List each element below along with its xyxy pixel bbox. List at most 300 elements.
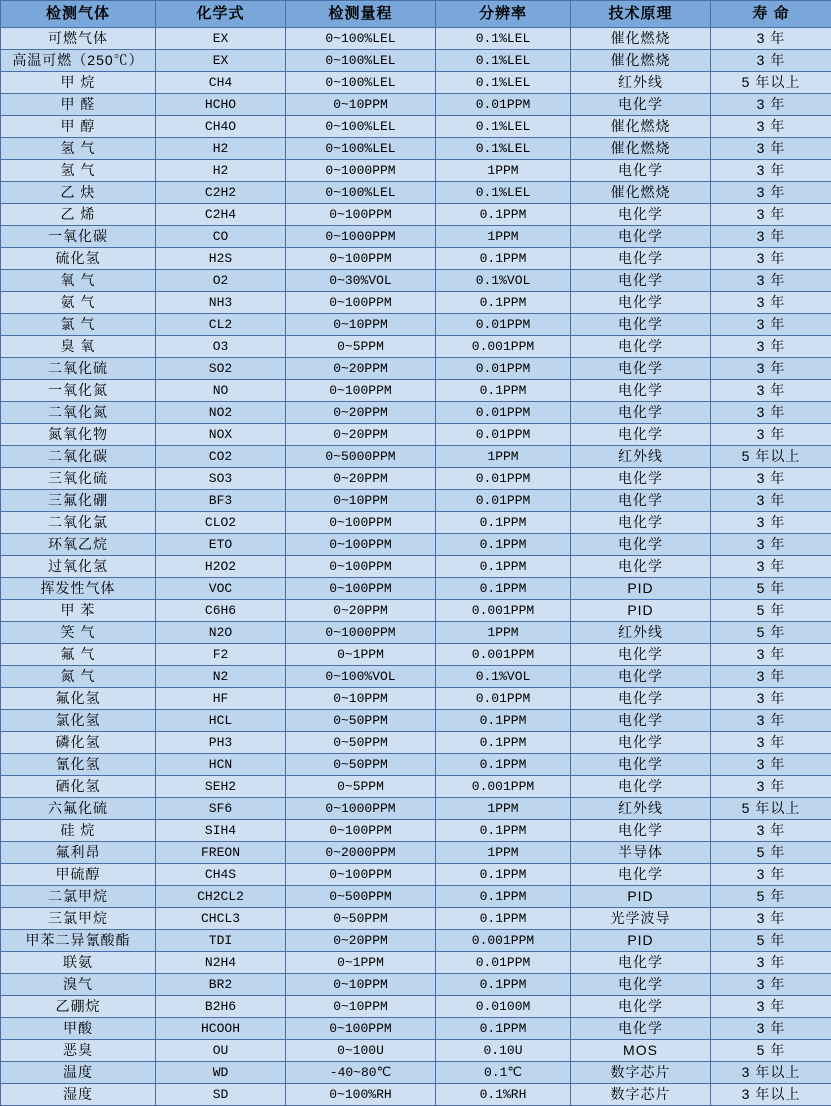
cell-formula: NH3 <box>156 292 286 314</box>
cell-principle: 电化学 <box>571 1018 711 1040</box>
cell-gas: 溴气 <box>1 974 156 996</box>
cell-resolution: 0.0100M <box>436 996 571 1018</box>
cell-principle: 电化学 <box>571 468 711 490</box>
cell-principle: 电化学 <box>571 490 711 512</box>
cell-formula: ETO <box>156 534 286 556</box>
cell-resolution: 0.01PPM <box>436 688 571 710</box>
cell-gas: 联氨 <box>1 952 156 974</box>
cell-gas: 氯化氢 <box>1 710 156 732</box>
cell-principle: 数字芯片 <box>571 1084 711 1106</box>
cell-lifetime: 5 年以上 <box>711 798 831 820</box>
cell-lifetime: 3 年 <box>711 688 831 710</box>
cell-gas: 笑 气 <box>1 622 156 644</box>
cell-resolution: 0.01PPM <box>436 952 571 974</box>
cell-formula: SEH2 <box>156 776 286 798</box>
cell-resolution: 0.1%VOL <box>436 270 571 292</box>
cell-gas: 三氯甲烷 <box>1 908 156 930</box>
cell-formula: EX <box>156 28 286 50</box>
cell-principle: 催化燃烧 <box>571 116 711 138</box>
table-row <box>1 688 831 710</box>
cell-gas: 臭 氧 <box>1 336 156 358</box>
cell-principle: 催化燃烧 <box>571 28 711 50</box>
table-row <box>1 50 831 72</box>
cell-range: 0~100%RH <box>286 1084 436 1106</box>
cell-formula: CH4O <box>156 116 286 138</box>
cell-formula: H2 <box>156 160 286 182</box>
column-header-formula: 化学式 <box>156 1 286 28</box>
cell-gas: 氢 气 <box>1 138 156 160</box>
cell-principle: 电化学 <box>571 776 711 798</box>
cell-lifetime: 3 年 <box>711 314 831 336</box>
cell-lifetime: 5 年 <box>711 622 831 644</box>
cell-principle: 电化学 <box>571 534 711 556</box>
cell-range: 0~20PPM <box>286 930 436 952</box>
cell-range: 0~10PPM <box>286 974 436 996</box>
cell-resolution: 0.1PPM <box>436 754 571 776</box>
table-row <box>1 182 831 204</box>
cell-formula: H2O2 <box>156 556 286 578</box>
cell-formula: CO2 <box>156 446 286 468</box>
cell-lifetime: 3 年 <box>711 512 831 534</box>
cell-resolution: 0.1PPM <box>436 974 571 996</box>
cell-principle: 电化学 <box>571 710 711 732</box>
cell-principle: 电化学 <box>571 556 711 578</box>
cell-formula: HCHO <box>156 94 286 116</box>
cell-gas: 高温可燃（250℃） <box>1 50 156 72</box>
cell-formula: FREON <box>156 842 286 864</box>
cell-gas: 二氧化氯 <box>1 512 156 534</box>
cell-gas: 温度 <box>1 1062 156 1084</box>
cell-range: 0~5PPM <box>286 776 436 798</box>
table-row <box>1 116 831 138</box>
cell-resolution: 0.1%VOL <box>436 666 571 688</box>
column-header-lifetime: 寿 命 <box>711 1 831 28</box>
cell-lifetime: 3 年 <box>711 402 831 424</box>
cell-range: 0~100PPM <box>286 534 436 556</box>
table-row <box>1 424 831 446</box>
cell-lifetime: 5 年以上 <box>711 446 831 468</box>
cell-gas: 二氧化碳 <box>1 446 156 468</box>
cell-formula: EX <box>156 50 286 72</box>
cell-formula: HF <box>156 688 286 710</box>
cell-principle: 电化学 <box>571 952 711 974</box>
table-row <box>1 94 831 116</box>
cell-gas: 氢 气 <box>1 160 156 182</box>
table-row <box>1 534 831 556</box>
cell-resolution: 0.01PPM <box>436 358 571 380</box>
cell-principle: 电化学 <box>571 402 711 424</box>
cell-principle: 电化学 <box>571 292 711 314</box>
cell-principle: 红外线 <box>571 622 711 644</box>
cell-principle: 电化学 <box>571 94 711 116</box>
cell-range: 0~100%LEL <box>286 182 436 204</box>
cell-resolution: 0.1%LEL <box>436 116 571 138</box>
cell-gas: 一氧化氮 <box>1 380 156 402</box>
cell-gas: 可燃气体 <box>1 28 156 50</box>
cell-range: 0~10PPM <box>286 94 436 116</box>
cell-range: 0~1PPM <box>286 952 436 974</box>
cell-range: 0~50PPM <box>286 710 436 732</box>
cell-lifetime: 3 年 <box>711 424 831 446</box>
cell-range: 0~50PPM <box>286 754 436 776</box>
cell-range: 0~100PPM <box>286 556 436 578</box>
cell-formula: SF6 <box>156 798 286 820</box>
cell-range: 0~10PPM <box>286 314 436 336</box>
cell-formula: N2 <box>156 666 286 688</box>
cell-principle: 红外线 <box>571 72 711 94</box>
cell-range: 0~1000PPM <box>286 798 436 820</box>
cell-range: 0~10PPM <box>286 490 436 512</box>
cell-formula: CH2CL2 <box>156 886 286 908</box>
cell-gas: 过氧化氢 <box>1 556 156 578</box>
table-row <box>1 138 831 160</box>
cell-range: 0~5000PPM <box>286 446 436 468</box>
table-row <box>1 270 831 292</box>
cell-formula: BR2 <box>156 974 286 996</box>
cell-resolution: 0.001PPM <box>436 930 571 952</box>
cell-formula: O2 <box>156 270 286 292</box>
cell-resolution: 0.1PPM <box>436 292 571 314</box>
cell-range: 0~50PPM <box>286 732 436 754</box>
cell-resolution: 1PPM <box>436 446 571 468</box>
cell-gas: 甲苯二异氰酸酯 <box>1 930 156 952</box>
cell-resolution: 0.01PPM <box>436 314 571 336</box>
table-row <box>1 358 831 380</box>
cell-resolution: 0.1℃ <box>436 1062 571 1084</box>
cell-formula: N2H4 <box>156 952 286 974</box>
cell-range: 0~100%LEL <box>286 50 436 72</box>
cell-lifetime: 3 年 <box>711 182 831 204</box>
cell-formula: C6H6 <box>156 600 286 622</box>
cell-lifetime: 3 年 <box>711 270 831 292</box>
cell-range: 0~20PPM <box>286 358 436 380</box>
cell-lifetime: 3 年 <box>711 952 831 974</box>
cell-lifetime: 3 年 <box>711 974 831 996</box>
cell-resolution: 0.01PPM <box>436 490 571 512</box>
cell-lifetime: 3 年以上 <box>711 1062 831 1084</box>
cell-principle: 数字芯片 <box>571 1062 711 1084</box>
cell-principle: 电化学 <box>571 820 711 842</box>
cell-lifetime: 3 年 <box>711 358 831 380</box>
cell-lifetime: 3 年 <box>711 138 831 160</box>
cell-principle: 电化学 <box>571 380 711 402</box>
cell-formula: HCN <box>156 754 286 776</box>
cell-range: 0~10PPM <box>286 688 436 710</box>
table-row <box>1 336 831 358</box>
table-row <box>1 710 831 732</box>
table-row <box>1 512 831 534</box>
cell-range: 0~20PPM <box>286 424 436 446</box>
cell-gas: 硒化氢 <box>1 776 156 798</box>
table-row <box>1 886 831 908</box>
cell-resolution: 0.01PPM <box>436 94 571 116</box>
table-row <box>1 380 831 402</box>
cell-gas: 氯 气 <box>1 314 156 336</box>
table-row <box>1 776 831 798</box>
cell-lifetime: 3 年 <box>711 534 831 556</box>
cell-resolution: 0.01PPM <box>436 468 571 490</box>
cell-range: 0~20PPM <box>286 468 436 490</box>
cell-gas: 氮 气 <box>1 666 156 688</box>
cell-range: 0~100PPM <box>286 578 436 600</box>
cell-range: 0~1000PPM <box>286 622 436 644</box>
cell-formula: VOC <box>156 578 286 600</box>
cell-range: 0~2000PPM <box>286 842 436 864</box>
cell-resolution: 1PPM <box>436 226 571 248</box>
cell-principle: PID <box>571 578 711 600</box>
cell-resolution: 1PPM <box>436 622 571 644</box>
cell-range: 0~100PPM <box>286 248 436 270</box>
cell-principle: 电化学 <box>571 226 711 248</box>
cell-lifetime: 3 年 <box>711 644 831 666</box>
cell-resolution: 0.001PPM <box>436 600 571 622</box>
cell-formula: B2H6 <box>156 996 286 1018</box>
cell-lifetime: 3 年 <box>711 160 831 182</box>
table-row <box>1 446 831 468</box>
cell-gas: 磷化氢 <box>1 732 156 754</box>
cell-resolution: 0.1PPM <box>436 512 571 534</box>
cell-resolution: 0.1%LEL <box>436 28 571 50</box>
cell-lifetime: 5 年 <box>711 886 831 908</box>
cell-range: 0~100%LEL <box>286 28 436 50</box>
cell-gas: 六氟化硫 <box>1 798 156 820</box>
cell-range: 0~100PPM <box>286 512 436 534</box>
table-row <box>1 248 831 270</box>
cell-gas: 氟 气 <box>1 644 156 666</box>
cell-lifetime: 3 年 <box>711 996 831 1018</box>
cell-lifetime: 3 年 <box>711 380 831 402</box>
cell-gas: 甲 醛 <box>1 94 156 116</box>
cell-lifetime: 3 年 <box>711 754 831 776</box>
table-row <box>1 72 831 94</box>
cell-range: 0~100PPM <box>286 820 436 842</box>
cell-gas: 三氧化硫 <box>1 468 156 490</box>
table-row <box>1 1018 831 1040</box>
cell-gas: 氧 气 <box>1 270 156 292</box>
cell-principle: MOS <box>571 1040 711 1062</box>
cell-principle: 电化学 <box>571 996 711 1018</box>
cell-gas: 挥发性气体 <box>1 578 156 600</box>
cell-principle: 催化燃烧 <box>571 182 711 204</box>
cell-formula: C2H4 <box>156 204 286 226</box>
cell-lifetime: 3 年以上 <box>711 1084 831 1106</box>
cell-range: 0~100PPM <box>286 1018 436 1040</box>
cell-range: 0~1000PPM <box>286 226 436 248</box>
cell-range: 0~100%LEL <box>286 116 436 138</box>
cell-formula: NOX <box>156 424 286 446</box>
cell-resolution: 0.1%LEL <box>436 138 571 160</box>
cell-principle: 半导体 <box>571 842 711 864</box>
cell-range: 0~100PPM <box>286 864 436 886</box>
table-row <box>1 666 831 688</box>
cell-principle: 电化学 <box>571 358 711 380</box>
cell-principle: 电化学 <box>571 314 711 336</box>
cell-principle: 电化学 <box>571 336 711 358</box>
table-row <box>1 402 831 424</box>
cell-resolution: 0.1PPM <box>436 204 571 226</box>
cell-formula: CHCL3 <box>156 908 286 930</box>
cell-gas: 甲硫醇 <box>1 864 156 886</box>
cell-gas: 一氧化碳 <box>1 226 156 248</box>
cell-lifetime: 3 年 <box>711 732 831 754</box>
table-row <box>1 732 831 754</box>
cell-formula: H2S <box>156 248 286 270</box>
cell-formula: SO2 <box>156 358 286 380</box>
cell-range: 0~1PPM <box>286 644 436 666</box>
cell-lifetime: 3 年 <box>711 116 831 138</box>
column-header-range: 检测量程 <box>286 1 436 28</box>
cell-formula: HCL <box>156 710 286 732</box>
table-row <box>1 226 831 248</box>
cell-gas: 氟利昂 <box>1 842 156 864</box>
cell-principle: 电化学 <box>571 732 711 754</box>
cell-principle: 电化学 <box>571 644 711 666</box>
cell-principle: 电化学 <box>571 248 711 270</box>
cell-resolution: 0.1PPM <box>436 908 571 930</box>
cell-principle: 红外线 <box>571 446 711 468</box>
cell-principle: 光学波导 <box>571 908 711 930</box>
cell-resolution: 0.01PPM <box>436 402 571 424</box>
cell-lifetime: 3 年 <box>711 468 831 490</box>
table-row <box>1 1084 831 1106</box>
cell-gas: 硅 烷 <box>1 820 156 842</box>
cell-gas: 甲 醇 <box>1 116 156 138</box>
cell-principle: 电化学 <box>571 688 711 710</box>
table-row <box>1 974 831 996</box>
cell-formula: HCOOH <box>156 1018 286 1040</box>
cell-resolution: 1PPM <box>436 798 571 820</box>
cell-resolution: 0.1PPM <box>436 886 571 908</box>
cell-gas: 甲 苯 <box>1 600 156 622</box>
cell-formula: CO <box>156 226 286 248</box>
cell-formula: SO3 <box>156 468 286 490</box>
cell-formula: CL2 <box>156 314 286 336</box>
table-row <box>1 556 831 578</box>
cell-lifetime: 5 年 <box>711 578 831 600</box>
cell-range: 0~10PPM <box>286 996 436 1018</box>
cell-gas: 氨 气 <box>1 292 156 314</box>
cell-principle: PID <box>571 886 711 908</box>
cell-lifetime: 3 年 <box>711 248 831 270</box>
cell-principle: 电化学 <box>571 424 711 446</box>
cell-range: 0~30%VOL <box>286 270 436 292</box>
cell-lifetime: 3 年 <box>711 908 831 930</box>
cell-principle: 电化学 <box>571 160 711 182</box>
cell-gas: 二氧化氮 <box>1 402 156 424</box>
cell-lifetime: 3 年 <box>711 820 831 842</box>
column-header-principle: 技术原理 <box>571 1 711 28</box>
table-row <box>1 908 831 930</box>
cell-principle: 红外线 <box>571 798 711 820</box>
cell-resolution: 0.01PPM <box>436 424 571 446</box>
cell-lifetime: 3 年 <box>711 864 831 886</box>
cell-principle: 电化学 <box>571 754 711 776</box>
cell-principle: PID <box>571 600 711 622</box>
cell-resolution: 1PPM <box>436 842 571 864</box>
cell-resolution: 0.1PPM <box>436 864 571 886</box>
cell-gas: 氰化氢 <box>1 754 156 776</box>
cell-formula: OU <box>156 1040 286 1062</box>
cell-gas: 氟化氢 <box>1 688 156 710</box>
cell-resolution: 0.1PPM <box>436 248 571 270</box>
cell-principle: 电化学 <box>571 666 711 688</box>
cell-gas: 甲酸 <box>1 1018 156 1040</box>
cell-lifetime: 5 年 <box>711 930 831 952</box>
cell-formula: BF3 <box>156 490 286 512</box>
cell-range: 0~1000PPM <box>286 160 436 182</box>
cell-resolution: 0.1PPM <box>436 732 571 754</box>
table-row <box>1 600 831 622</box>
cell-resolution: 0.1%LEL <box>436 182 571 204</box>
cell-gas: 环氧乙烷 <box>1 534 156 556</box>
cell-lifetime: 3 年 <box>711 1018 831 1040</box>
cell-gas: 湿度 <box>1 1084 156 1106</box>
cell-lifetime: 3 年 <box>711 292 831 314</box>
cell-range: 0~500PPM <box>286 886 436 908</box>
cell-resolution: 0.1%RH <box>436 1084 571 1106</box>
table-row <box>1 952 831 974</box>
cell-resolution: 0.1PPM <box>436 380 571 402</box>
cell-lifetime: 5 年 <box>711 1040 831 1062</box>
cell-formula: SIH4 <box>156 820 286 842</box>
table-row <box>1 820 831 842</box>
cell-resolution: 0.1PPM <box>436 1018 571 1040</box>
cell-formula: SD <box>156 1084 286 1106</box>
table-row <box>1 292 831 314</box>
cell-lifetime: 3 年 <box>711 50 831 72</box>
cell-formula: H2 <box>156 138 286 160</box>
cell-formula: N2O <box>156 622 286 644</box>
table-body <box>1 28 831 1106</box>
cell-formula: WD <box>156 1062 286 1084</box>
cell-formula: NO <box>156 380 286 402</box>
cell-formula: TDI <box>156 930 286 952</box>
cell-formula: CH4S <box>156 864 286 886</box>
cell-resolution: 0.1PPM <box>436 556 571 578</box>
table-row <box>1 490 831 512</box>
cell-formula: CH4 <box>156 72 286 94</box>
cell-lifetime: 3 年 <box>711 336 831 358</box>
cell-range: 0~100PPM <box>286 204 436 226</box>
cell-lifetime: 5 年 <box>711 842 831 864</box>
table-row <box>1 842 831 864</box>
table-row <box>1 28 831 50</box>
table-row <box>1 644 831 666</box>
cell-gas: 氮氧化物 <box>1 424 156 446</box>
cell-lifetime: 3 年 <box>711 490 831 512</box>
cell-principle: 催化燃烧 <box>571 50 711 72</box>
cell-principle: 电化学 <box>571 974 711 996</box>
cell-resolution: 0.1%LEL <box>436 50 571 72</box>
cell-gas: 乙硼烷 <box>1 996 156 1018</box>
cell-resolution: 0.1PPM <box>436 578 571 600</box>
table-row <box>1 204 831 226</box>
table-row <box>1 1040 831 1062</box>
cell-lifetime: 3 年 <box>711 556 831 578</box>
cell-gas: 二氯甲烷 <box>1 886 156 908</box>
table-row <box>1 468 831 490</box>
cell-range: 0~100PPM <box>286 380 436 402</box>
cell-resolution: 0.1PPM <box>436 710 571 732</box>
cell-range: 0~100U <box>286 1040 436 1062</box>
table-row <box>1 798 831 820</box>
cell-range: 0~100%LEL <box>286 72 436 94</box>
cell-resolution: 0.1%LEL <box>436 72 571 94</box>
column-header-gas: 检测气体 <box>1 1 156 28</box>
cell-gas: 乙 炔 <box>1 182 156 204</box>
cell-principle: 电化学 <box>571 512 711 534</box>
cell-range: 0~5PPM <box>286 336 436 358</box>
